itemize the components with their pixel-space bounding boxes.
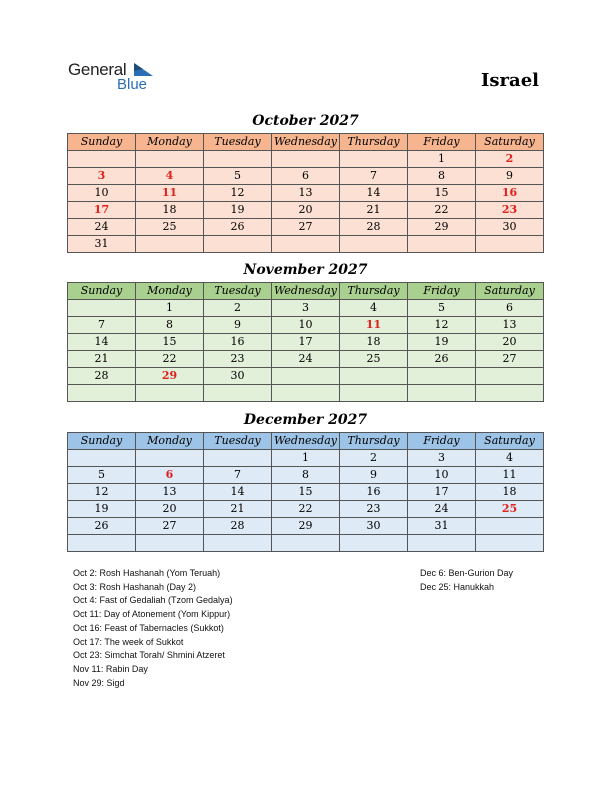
day-cell bbox=[68, 151, 136, 168]
day-cell bbox=[272, 236, 340, 253]
day-cell: 15 bbox=[136, 334, 204, 351]
week-row bbox=[68, 151, 544, 168]
day-cell: 31 bbox=[408, 518, 476, 535]
day-cell: 10 bbox=[68, 185, 136, 202]
day-cell: 5 bbox=[204, 168, 272, 185]
weekday-header-row bbox=[68, 433, 544, 450]
weekday-header: Tuesday bbox=[204, 433, 272, 450]
week-row bbox=[68, 501, 544, 518]
weekday-header: Thursday bbox=[340, 134, 408, 151]
day-cell: 12 bbox=[68, 484, 136, 501]
day-cell: 28 bbox=[340, 219, 408, 236]
day-cell: 1 bbox=[136, 300, 204, 317]
week-row bbox=[68, 484, 544, 501]
day-cell bbox=[476, 518, 544, 535]
day-cell: 11 bbox=[340, 317, 408, 334]
day-cell bbox=[204, 450, 272, 467]
holiday-list-item: Nov 29: Sigd bbox=[73, 677, 125, 688]
weekday-header: Saturday bbox=[476, 134, 544, 151]
day-cell: 29 bbox=[272, 518, 340, 535]
day-cell: 15 bbox=[272, 484, 340, 501]
weekday-header: Thursday bbox=[340, 433, 408, 450]
day-cell: 11 bbox=[136, 185, 204, 202]
day-cell bbox=[136, 151, 204, 168]
day-cell: 30 bbox=[476, 219, 544, 236]
week-row bbox=[68, 535, 544, 552]
day-cell bbox=[476, 368, 544, 385]
logo-flag-icon bbox=[134, 63, 154, 77]
day-cell: 9 bbox=[476, 168, 544, 185]
day-cell: 18 bbox=[476, 484, 544, 501]
weekday-header: Friday bbox=[408, 433, 476, 450]
day-cell: 27 bbox=[272, 219, 340, 236]
day-cell: 16 bbox=[204, 334, 272, 351]
day-cell: 17 bbox=[408, 484, 476, 501]
day-cell: 10 bbox=[272, 317, 340, 334]
week-row bbox=[68, 351, 544, 368]
weekday-header: Sunday bbox=[68, 433, 136, 450]
day-cell bbox=[272, 535, 340, 552]
generalblue-logo bbox=[68, 60, 168, 100]
week-row bbox=[68, 385, 544, 402]
day-cell: 13 bbox=[272, 185, 340, 202]
day-cell: 29 bbox=[408, 219, 476, 236]
day-cell: 21 bbox=[204, 501, 272, 518]
day-cell: 3 bbox=[68, 168, 136, 185]
day-cell: 18 bbox=[136, 202, 204, 219]
weekday-header: Wednesday bbox=[272, 283, 340, 300]
holiday-list-item: Oct 4: Fast of Gedaliah (Tzom Gedalya) bbox=[73, 595, 233, 606]
weekday-header: Saturday bbox=[476, 433, 544, 450]
day-cell bbox=[408, 385, 476, 402]
weekday-header: Saturday bbox=[476, 283, 544, 300]
day-cell: 22 bbox=[408, 202, 476, 219]
weekday-header: Friday bbox=[408, 134, 476, 151]
day-cell bbox=[408, 368, 476, 385]
holiday-list-item: Nov 11: Rabin Day bbox=[73, 663, 148, 674]
weekday-header: Wednesday bbox=[272, 134, 340, 151]
day-cell: 8 bbox=[272, 467, 340, 484]
day-cell: 27 bbox=[136, 518, 204, 535]
day-cell: 9 bbox=[204, 317, 272, 334]
day-cell: 19 bbox=[408, 334, 476, 351]
week-row bbox=[68, 168, 544, 185]
holiday-list-left bbox=[73, 567, 233, 690]
day-cell: 28 bbox=[68, 368, 136, 385]
holiday-list-right bbox=[420, 567, 513, 594]
week-row bbox=[68, 202, 544, 219]
day-cell bbox=[136, 236, 204, 253]
day-cell bbox=[408, 236, 476, 253]
calendar-december bbox=[67, 432, 544, 552]
calendar-october bbox=[67, 133, 544, 253]
weekday-header-row bbox=[68, 283, 544, 300]
day-cell bbox=[340, 385, 408, 402]
day-cell: 24 bbox=[68, 219, 136, 236]
day-cell: 5 bbox=[68, 467, 136, 484]
day-cell: 31 bbox=[68, 236, 136, 253]
day-cell: 2 bbox=[476, 151, 544, 168]
day-cell bbox=[204, 535, 272, 552]
day-cell: 25 bbox=[476, 501, 544, 518]
day-cell: 17 bbox=[68, 202, 136, 219]
day-cell bbox=[340, 151, 408, 168]
day-cell: 6 bbox=[476, 300, 544, 317]
day-cell bbox=[476, 535, 544, 552]
weekday-header: Thursday bbox=[340, 283, 408, 300]
day-cell: 22 bbox=[136, 351, 204, 368]
day-cell: 25 bbox=[340, 351, 408, 368]
day-cell: 19 bbox=[68, 501, 136, 518]
day-cell bbox=[136, 385, 204, 402]
day-cell: 25 bbox=[136, 219, 204, 236]
week-row bbox=[68, 317, 544, 334]
day-cell: 7 bbox=[68, 317, 136, 334]
day-cell bbox=[272, 385, 340, 402]
day-cell bbox=[68, 385, 136, 402]
day-cell bbox=[136, 450, 204, 467]
holiday-list-item: Oct 11: Day of Atonement (Yom Kippur) bbox=[73, 609, 231, 620]
day-cell: 12 bbox=[408, 317, 476, 334]
day-cell: 20 bbox=[136, 501, 204, 518]
day-cell: 16 bbox=[476, 185, 544, 202]
day-cell bbox=[68, 450, 136, 467]
week-row bbox=[68, 467, 544, 484]
day-cell: 4 bbox=[476, 450, 544, 467]
day-cell bbox=[476, 385, 544, 402]
day-cell: 11 bbox=[476, 467, 544, 484]
day-cell: 20 bbox=[272, 202, 340, 219]
day-cell bbox=[68, 535, 136, 552]
weekday-header: Monday bbox=[136, 134, 204, 151]
day-cell: 7 bbox=[204, 467, 272, 484]
day-cell bbox=[204, 236, 272, 253]
day-cell: 12 bbox=[204, 185, 272, 202]
day-cell: 3 bbox=[272, 300, 340, 317]
day-cell: 8 bbox=[136, 317, 204, 334]
country-title: Israel bbox=[481, 70, 539, 91]
day-cell: 15 bbox=[408, 185, 476, 202]
day-cell: 30 bbox=[204, 368, 272, 385]
day-cell: 5 bbox=[408, 300, 476, 317]
day-cell: 20 bbox=[476, 334, 544, 351]
day-cell: 23 bbox=[340, 501, 408, 518]
day-cell: 7 bbox=[340, 168, 408, 185]
day-cell: 14 bbox=[204, 484, 272, 501]
day-cell bbox=[340, 535, 408, 552]
week-row bbox=[68, 185, 544, 202]
day-cell: 22 bbox=[272, 501, 340, 518]
day-cell bbox=[68, 300, 136, 317]
holiday-list-item: Oct 17: The week of Sukkot bbox=[73, 636, 184, 647]
day-cell bbox=[408, 535, 476, 552]
day-cell: 3 bbox=[408, 450, 476, 467]
weekday-header: Sunday bbox=[68, 134, 136, 151]
day-cell: 30 bbox=[340, 518, 408, 535]
week-row bbox=[68, 300, 544, 317]
day-cell: 26 bbox=[408, 351, 476, 368]
day-cell: 23 bbox=[204, 351, 272, 368]
day-cell: 28 bbox=[204, 518, 272, 535]
day-cell: 2 bbox=[340, 450, 408, 467]
day-cell: 27 bbox=[476, 351, 544, 368]
month-title-november: November 2027 bbox=[243, 262, 368, 278]
day-cell: 26 bbox=[204, 219, 272, 236]
day-cell: 4 bbox=[136, 168, 204, 185]
day-cell: 1 bbox=[408, 151, 476, 168]
day-cell bbox=[204, 385, 272, 402]
weekday-header: Tuesday bbox=[204, 283, 272, 300]
day-cell bbox=[476, 236, 544, 253]
day-cell: 6 bbox=[136, 467, 204, 484]
holiday-list-item: Dec 6: Ben-Gurion Day bbox=[420, 568, 514, 578]
day-cell: 2 bbox=[204, 300, 272, 317]
holiday-list-item: Oct 23: Simchat Torah/ Shmini Atzeret bbox=[73, 650, 225, 661]
day-cell bbox=[340, 236, 408, 253]
week-row bbox=[68, 450, 544, 467]
day-cell: 18 bbox=[340, 334, 408, 351]
day-cell: 9 bbox=[340, 467, 408, 484]
month-title-october: October 2027 bbox=[252, 113, 359, 129]
holiday-list-item: Oct 16: Feast of Tabernacles (Sukkot) bbox=[73, 622, 224, 633]
holiday-list-item: Dec 25: Hanukkah bbox=[420, 581, 495, 592]
day-cell: 21 bbox=[340, 202, 408, 219]
day-cell: 10 bbox=[408, 467, 476, 484]
day-cell: 29 bbox=[136, 368, 204, 385]
day-cell: 16 bbox=[340, 484, 408, 501]
day-cell: 1 bbox=[272, 450, 340, 467]
weekday-header: Sunday bbox=[68, 283, 136, 300]
calendar-november bbox=[67, 282, 544, 402]
day-cell bbox=[272, 151, 340, 168]
day-cell bbox=[136, 535, 204, 552]
holiday-list-item: Oct 3: Rosh Hashanah (Day 2) bbox=[73, 581, 197, 592]
day-cell: 24 bbox=[408, 501, 476, 518]
day-cell: 26 bbox=[68, 518, 136, 535]
day-cell: 24 bbox=[272, 351, 340, 368]
week-row bbox=[68, 368, 544, 385]
holiday-list-item: Oct 2: Rosh Hashanah (Yom Teruah) bbox=[73, 568, 221, 578]
logo-text-blue: Blue bbox=[117, 76, 148, 93]
weekday-header: Monday bbox=[136, 433, 204, 450]
day-cell bbox=[204, 151, 272, 168]
weekday-header: Tuesday bbox=[204, 134, 272, 151]
day-cell: 14 bbox=[68, 334, 136, 351]
day-cell: 23 bbox=[476, 202, 544, 219]
weekday-header: Wednesday bbox=[272, 433, 340, 450]
day-cell: 4 bbox=[340, 300, 408, 317]
day-cell: 6 bbox=[272, 168, 340, 185]
week-row bbox=[68, 334, 544, 351]
day-cell: 13 bbox=[136, 484, 204, 501]
day-cell: 21 bbox=[68, 351, 136, 368]
week-row bbox=[68, 518, 544, 535]
day-cell bbox=[340, 368, 408, 385]
week-row bbox=[68, 236, 544, 253]
month-title-december: December 2027 bbox=[243, 412, 368, 428]
weekday-header-row bbox=[68, 134, 544, 151]
weekday-header: Monday bbox=[136, 283, 204, 300]
day-cell bbox=[272, 368, 340, 385]
week-row bbox=[68, 219, 544, 236]
day-cell: 13 bbox=[476, 317, 544, 334]
logo-text-general: General bbox=[68, 60, 127, 79]
day-cell: 17 bbox=[272, 334, 340, 351]
day-cell: 8 bbox=[408, 168, 476, 185]
day-cell: 19 bbox=[204, 202, 272, 219]
weekday-header: Friday bbox=[408, 283, 476, 300]
day-cell: 14 bbox=[340, 185, 408, 202]
